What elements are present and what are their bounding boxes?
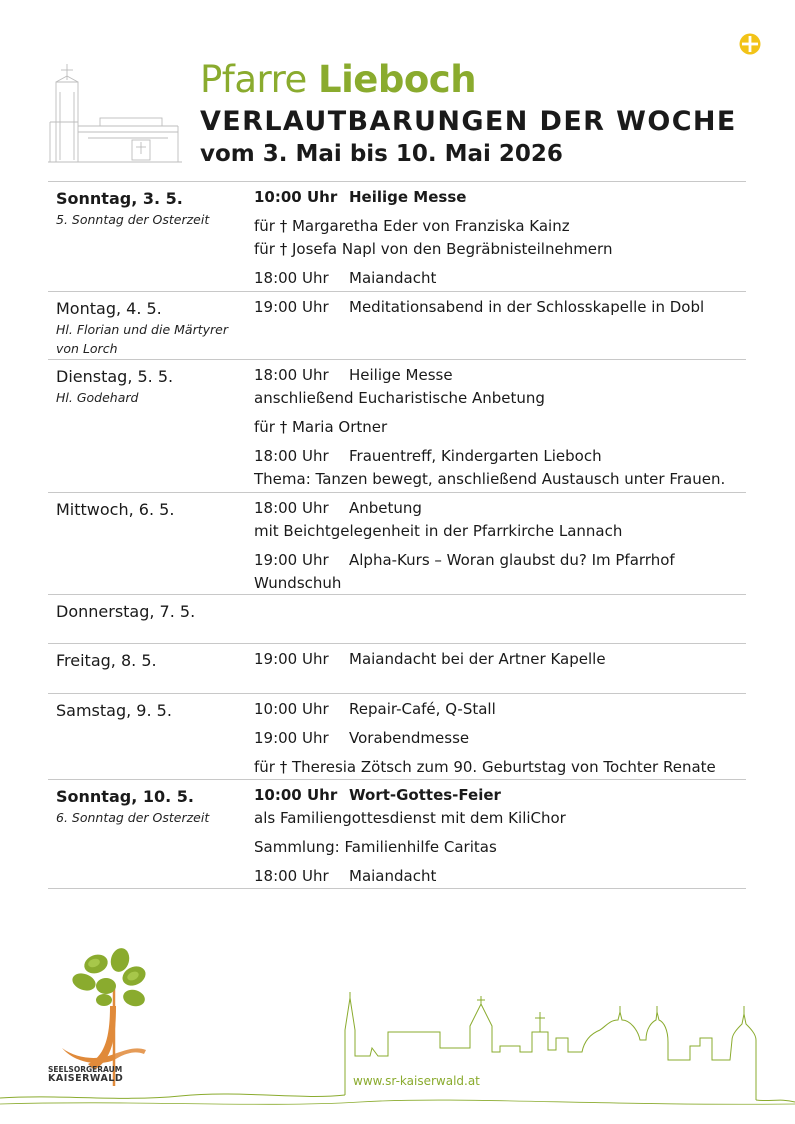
website-url[interactable]: www.sr-kaiserwald.at [353,1074,480,1088]
event-line [254,549,746,572]
day-column [48,644,254,693]
church-icon [48,62,182,164]
event-line [254,865,746,888]
events-column [254,595,746,643]
event-text: für † Theresia Zötsch zum 90. Geburtstag von Tochter Renate [254,758,716,776]
day-row [48,492,746,594]
event-text: Thema: Tanzen bewegt, anschließend Austausch unter Frauen. [254,470,726,488]
event-entry [254,497,746,543]
event-text: Maiandacht [349,269,437,287]
event-entry [254,727,746,750]
event-entry [254,364,746,410]
event-line [254,186,746,209]
event-note [254,756,746,779]
day-row [48,693,746,779]
day-name: Sonntag, 3. 5. [56,189,183,208]
day-name: Freitag, 8. 5. [56,651,157,670]
event-text: Wundschuh [254,574,342,592]
day-name: Samstag, 9. 5. [56,701,172,720]
event-text: Maiandacht [349,867,437,885]
day-name: Donnerstag, 7. 5. [56,602,196,621]
event-entry [254,648,746,671]
event-entry [254,445,746,491]
day-row [48,359,746,492]
day-name: Sonntag, 10. 5. [56,787,194,806]
event-time: 18:00 Uhr [254,269,329,287]
feast-day: Hl. Godehard [56,390,139,405]
event-note [254,807,746,830]
day-name: Mittwoch, 6. 5. [56,500,175,519]
event-entry [254,416,746,439]
event-text: Vorabendmesse [349,729,470,747]
event-line [254,648,746,671]
event-note [254,572,746,595]
day-column [48,182,254,291]
event-line [254,364,746,387]
day-column [48,493,254,594]
event-text: als Familiengottesdienst mit dem KiliChor [254,809,566,827]
events-column [254,694,746,779]
event-note [254,238,746,261]
event-line [254,445,746,468]
event-text: Meditationsabend in der Schlosskapelle in Dobl [349,298,705,316]
event-time: 18:00 Uhr [254,447,329,465]
event-note [254,468,746,491]
event-text: für † Margaretha Eder von Franziska Kainz [254,217,570,235]
event-line [254,784,746,807]
event-entry [254,865,746,888]
event-text: Maiandacht bei der Artner Kapelle [349,650,606,668]
day-row [48,779,746,889]
event-entry [254,784,746,830]
event-line [254,698,746,721]
logo-line-2: KAISERWALD [48,1073,124,1084]
day-row [48,291,746,359]
title-block [200,58,737,169]
event-entry [254,549,746,595]
event-time: 10:00 Uhr [254,188,338,206]
event-time: 18:00 Uhr [254,366,329,384]
date-range: vom 3. Mai bis 10. Mai 2026 [200,141,563,167]
event-note [254,416,746,439]
parish-title [200,58,737,102]
event-time: 19:00 Uhr [254,551,329,569]
events-column [254,360,746,492]
event-time: 10:00 Uhr [254,786,338,804]
day-row [48,594,746,643]
event-entry [254,698,746,721]
event-text: mit Beichtgelegenheit in der Pfarrkirche Lannach [254,522,623,540]
event-text: Repair-Café, Q-Stall [349,700,496,718]
event-note [254,387,746,410]
feast-day: 6. Sonntag der Osterzeit [56,810,210,825]
day-name: Montag, 4. 5. [56,299,162,318]
day-column [48,595,254,643]
schedule-table [48,181,746,889]
events-column [254,493,746,594]
events-column [254,780,746,888]
event-text: Heilige Messe [349,366,453,384]
day-name: Dienstag, 5. 5. [56,367,174,386]
event-text: anschließend Eucharistische Anbetung [254,389,545,407]
town-skyline [0,990,795,1124]
event-note [254,520,746,543]
feast-day: 5. Sonntag der Osterzeit [56,212,210,227]
event-note [254,836,746,859]
cross-circle-icon [739,33,761,55]
event-text: Heilige Messe [349,188,467,206]
page-title: VERLAUTBARUNGEN DER WOCHE [200,106,737,137]
logo-line-1: SEELSORGERAUM [48,1065,123,1074]
feast-day: Hl. Florian und die Märtyrer von Lorch [56,322,228,356]
event-entry [254,186,746,209]
event-text: für † Maria Ortner [254,418,388,436]
day-column [48,694,254,779]
event-entry [254,267,746,290]
event-time: 18:00 Uhr [254,867,329,885]
event-entry [254,296,746,319]
event-line [254,727,746,750]
event-time: 19:00 Uhr [254,729,329,747]
event-text: Alpha-Kurs – Woran glaubst du? Im Pfarrhof [349,551,675,569]
events-column [254,182,746,291]
event-time: 19:00 Uhr [254,650,329,668]
event-entry [254,756,746,779]
event-text: für † Josefa Napl von den Begräbnisteilnehmern [254,240,613,258]
event-line [254,497,746,520]
day-column [48,360,254,492]
events-column [254,644,746,693]
day-row [48,643,746,693]
event-time: 18:00 Uhr [254,499,329,517]
event-text: Anbetung [349,499,422,517]
event-line [254,267,746,290]
events-column [254,292,746,359]
parish-prefix: Pfarre [200,58,307,101]
event-time: 10:00 Uhr [254,700,329,718]
event-text: Wort-Gottes-Feier [349,786,501,804]
event-text: Sammlung: Familienhilfe Caritas [254,838,497,856]
event-note [254,215,746,238]
event-text: Frauentreff, Kindergarten Lieboch [349,447,602,465]
day-column [48,780,254,888]
event-entry [254,836,746,859]
event-entry [254,215,746,261]
parish-name: Lieboch [318,58,477,101]
day-row [48,181,746,291]
event-time: 19:00 Uhr [254,298,329,316]
event-line [254,296,746,319]
day-column [48,292,254,359]
